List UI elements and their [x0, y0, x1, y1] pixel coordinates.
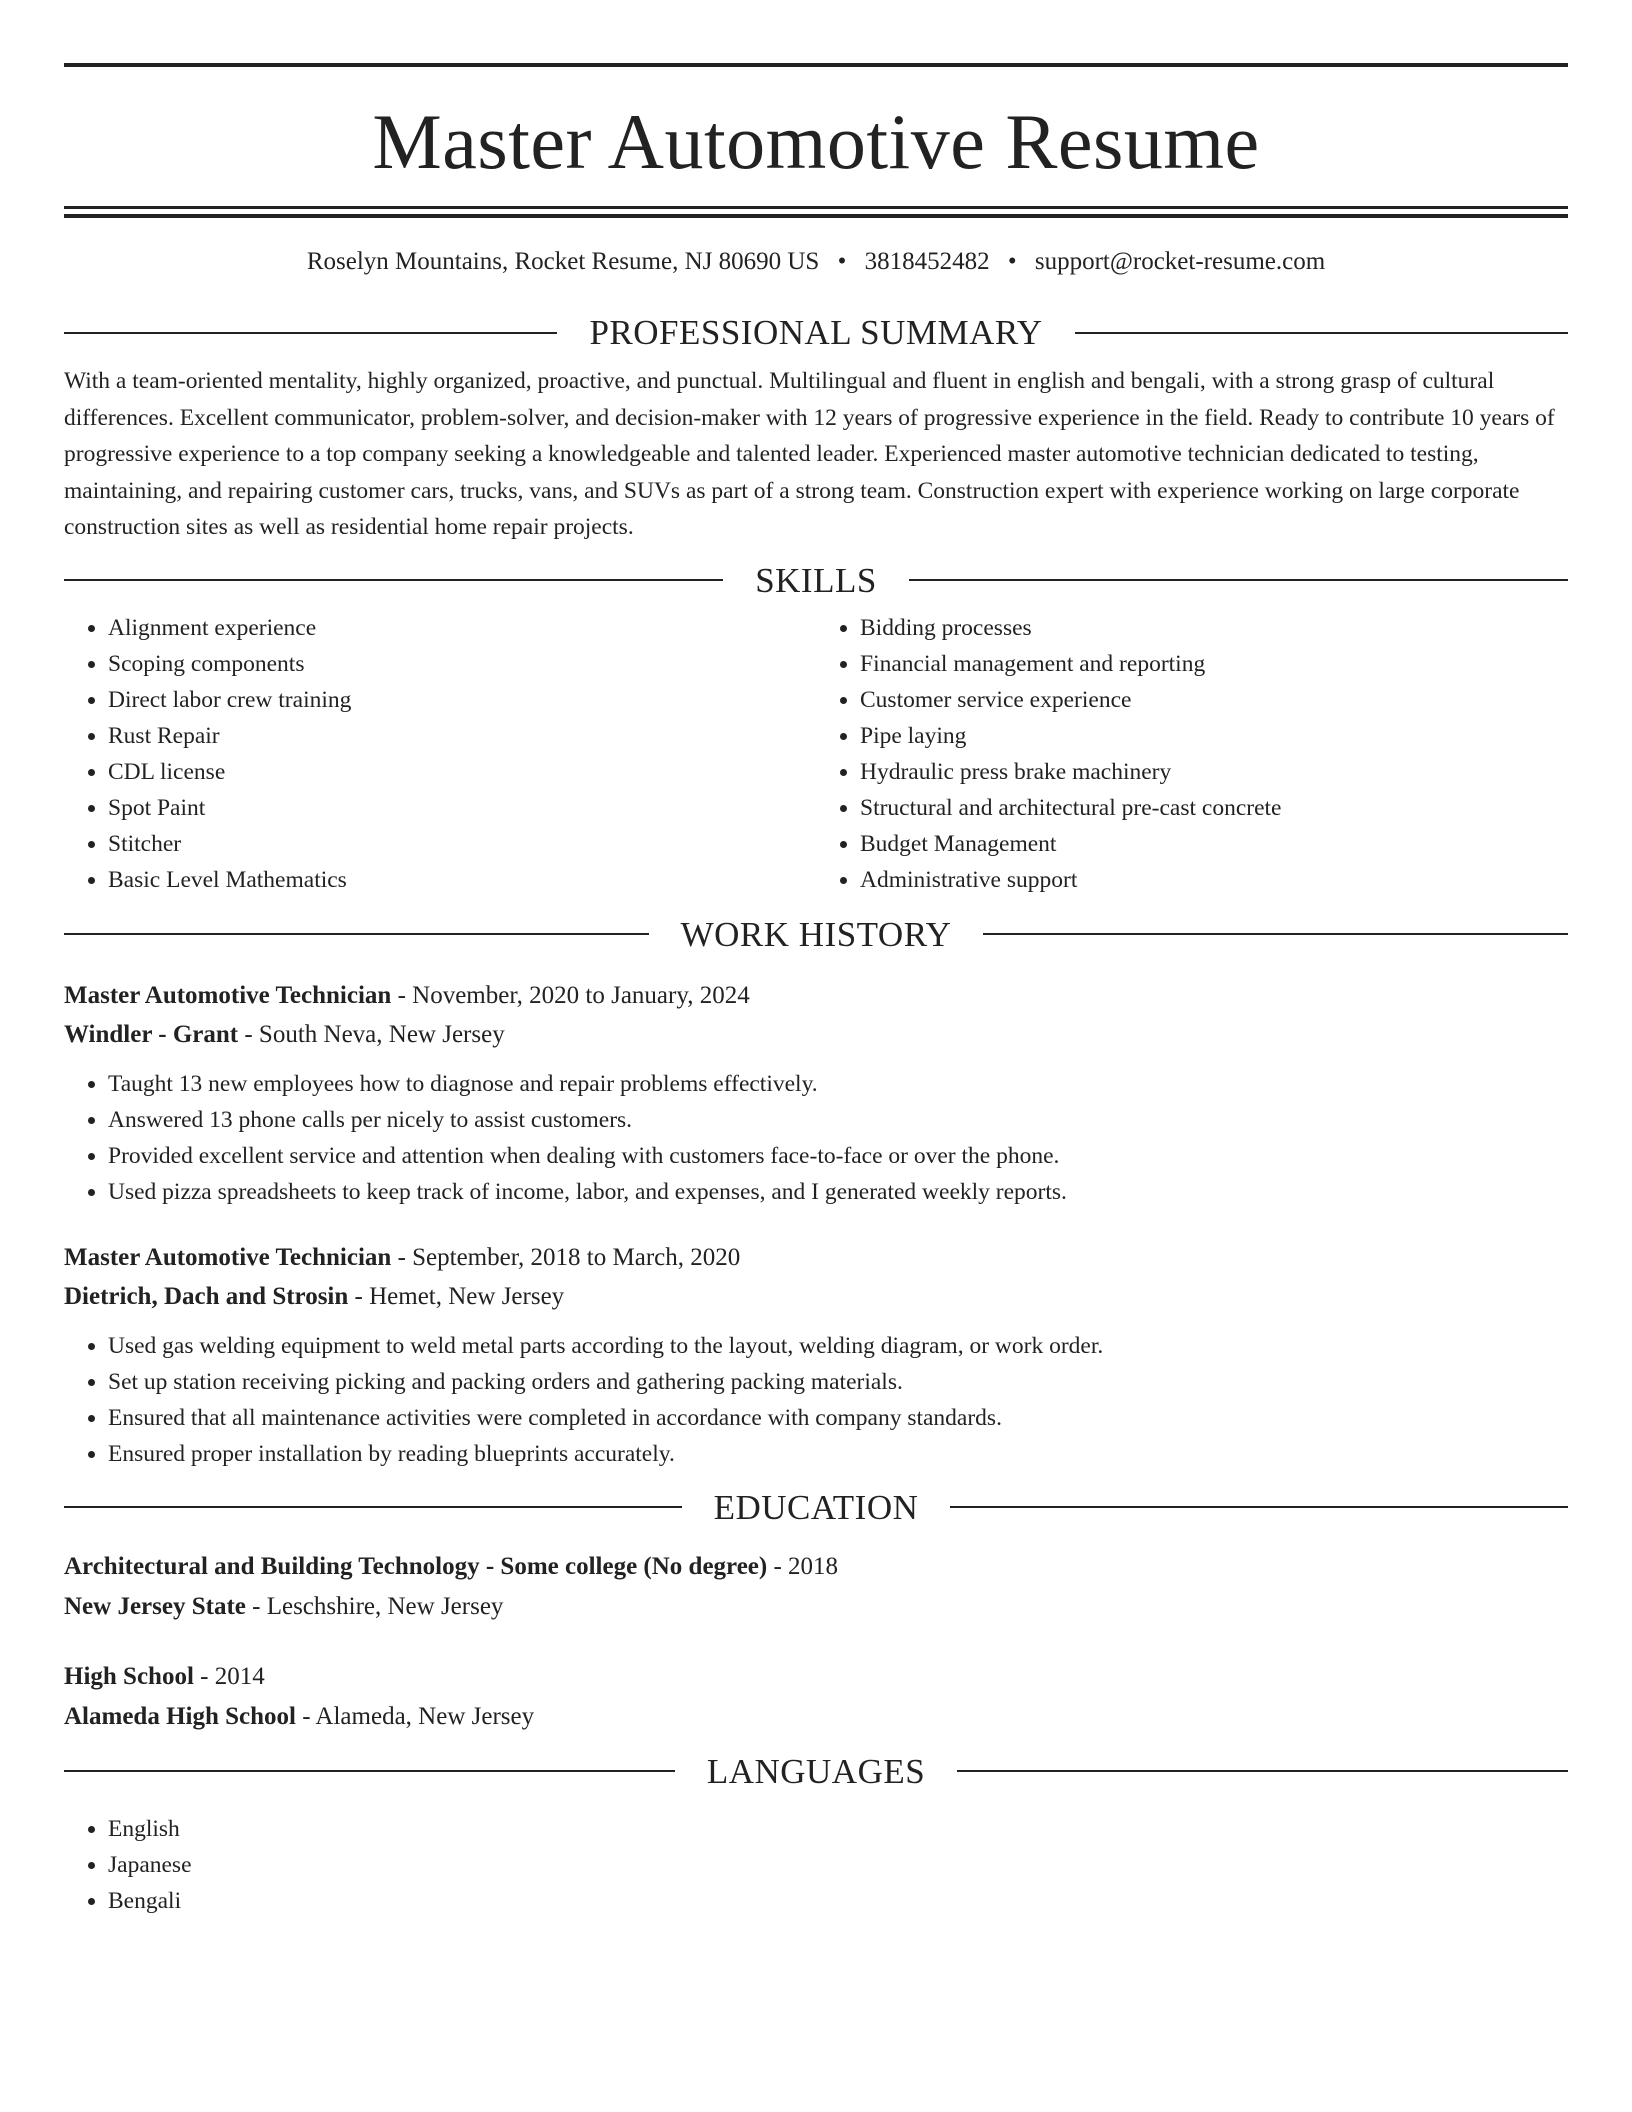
job-dates: - September, 2018 to March, 2020 — [391, 1243, 741, 1271]
skill-item: • Pipe laying — [860, 718, 1568, 754]
section-title-education: EDUCATION — [713, 1487, 919, 1527]
skill-item: • Budget Management — [860, 826, 1568, 862]
education-year: - 2014 — [193, 1662, 265, 1690]
section-rule — [64, 933, 649, 935]
education-degree: Architectural and Building Technology - Some college (No degree) — [64, 1552, 768, 1580]
education-degree: High School — [64, 1662, 194, 1690]
job-bullet: • Taught 13 new employees how to diagnose and repair problems effectively. — [108, 1066, 1568, 1102]
education-entry — [64, 1547, 1568, 1627]
skill-item: • Financial management and reporting — [860, 646, 1568, 682]
skill-item: • Basic Level Mathematics — [108, 862, 816, 898]
job-bullet: • Ensured proper installation by reading blueprints accurately. — [108, 1436, 1568, 1472]
skill-item: • Customer service experience — [860, 682, 1568, 718]
education-location: - Alameda, New Jersey — [295, 1702, 535, 1730]
job-company-line — [64, 1277, 1568, 1316]
skills-list — [64, 610, 1568, 898]
skill-item: • Rust Repair — [108, 718, 816, 754]
job-bullets — [64, 1066, 1568, 1210]
education-location: - Leschshire, New Jersey — [245, 1592, 504, 1620]
section-header-work — [64, 914, 1568, 954]
contact-separator: • — [1007, 248, 1017, 275]
job-bullets — [64, 1328, 1568, 1472]
job-company: Windler - Grant — [64, 1020, 239, 1048]
job-bullet: • Provided excellent service and attention when dealing with customers face-to-face or over the phone. — [108, 1138, 1568, 1174]
section-rule — [983, 933, 1568, 935]
education-school: Alameda High School — [64, 1702, 296, 1730]
job-dates: - November, 2020 to January, 2024 — [391, 981, 750, 1009]
job-entry — [64, 1238, 1568, 1472]
contact-phone: 3818452482 — [864, 248, 990, 275]
section-title-work: WORK HISTORY — [680, 914, 952, 954]
languages-list — [64, 1811, 1568, 1919]
skill-item: • Stitcher — [108, 826, 816, 862]
section-rule — [1075, 332, 1568, 334]
job-title: Master Automotive Technician — [64, 1243, 392, 1271]
job-location: - South Neva, New Jersey — [238, 1020, 505, 1048]
language-item: • Japanese — [108, 1847, 1568, 1883]
section-title-summary: PROFESSIONAL SUMMARY — [589, 313, 1043, 352]
skill-item: • Administrative support — [860, 862, 1568, 898]
education-school-line — [64, 1697, 1568, 1737]
section-header-summary — [64, 315, 1568, 350]
section-title-skills: SKILLS — [755, 560, 877, 600]
section-rule — [64, 1506, 682, 1508]
job-location: - Hemet, New Jersey — [348, 1282, 565, 1310]
job-company: Dietrich, Dach and Strosin — [64, 1282, 349, 1310]
section-header-skills — [64, 560, 1568, 600]
skill-item: • Structural and architectural pre-cast concrete — [860, 790, 1568, 826]
language-item: • English — [108, 1811, 1568, 1847]
section-rule — [64, 332, 557, 334]
contact-line — [64, 244, 1568, 280]
skills-column-left — [64, 610, 816, 898]
section-header-education — [64, 1487, 1568, 1527]
skill-item: • CDL license — [108, 754, 816, 790]
job-bullet: • Used pizza spreadsheets to keep track of income, labor, and expenses, and I generated weekly reports. — [108, 1174, 1568, 1210]
job-bullet: • Ensured that all maintenance activities were completed in accordance with company standards. — [108, 1400, 1568, 1436]
section-header-languages — [64, 1751, 1568, 1791]
skill-item: • Hydraulic press brake machinery — [860, 754, 1568, 790]
skills-column-right — [816, 610, 1568, 898]
job-title: Master Automotive Technician — [64, 981, 392, 1009]
summary-text: With a team-oriented mentality, highly organized, proactive, and punctual. Multilingual and fluent in english and bengali, with a strong grasp of cultural differences. Excellent communicator, problem-solver, and decision-maker with 12 years of progressive experience in the field. Ready to contribute 10 years of progressive experience to a top company seeking a knowledgeable and talented leader. Experienced master automotive technician dedicated to testing, maintaining, and repairing customer cars, trucks, vans, and SUVs as part of a strong team. Construction expert with experience working on large corporate construction sites as well as residential home repair projects. — [64, 368, 1555, 540]
job-entry — [64, 976, 1568, 1210]
job-bullet: • Answered 13 phone calls per nicely to assist customers. — [108, 1102, 1568, 1138]
job-title-line — [64, 1238, 1568, 1277]
job-bullet: • Set up station receiving picking and packing orders and gathering packing materials. — [108, 1364, 1568, 1400]
skill-item: • Alignment experience — [108, 610, 816, 646]
contact-email: support@rocket-resume.com — [1034, 248, 1326, 275]
job-company-line — [64, 1015, 1568, 1054]
education-degree-line — [64, 1657, 1568, 1697]
top-rule — [64, 63, 1568, 67]
job-bullet: • Used gas welding equipment to weld metal parts according to the layout, welding diagram, or work order. — [108, 1328, 1568, 1364]
contact-address: Roselyn Mountains, Rocket Resume, NJ 80690 US — [306, 248, 820, 275]
title-double-rule — [64, 206, 1568, 217]
education-year: - 2018 — [767, 1552, 839, 1580]
section-rule — [64, 1770, 675, 1772]
education-entry — [64, 1657, 1568, 1737]
education-school: New Jersey State — [64, 1592, 246, 1620]
section-rule — [957, 1770, 1568, 1772]
contact-separator: • — [837, 248, 847, 275]
section-title-languages: LANGUAGES — [706, 1751, 926, 1791]
skill-item: • Bidding processes — [860, 610, 1568, 646]
section-rule — [950, 1506, 1568, 1508]
section-rule — [909, 579, 1568, 581]
language-item: • Bengali — [108, 1883, 1568, 1919]
skill-item: • Direct labor crew training — [108, 682, 816, 718]
resume-title: Master Automotive Resume — [372, 98, 1260, 185]
skill-item: • Spot Paint — [108, 790, 816, 826]
skill-item: • Scoping components — [108, 646, 816, 682]
education-degree-line — [64, 1547, 1568, 1587]
section-rule — [64, 579, 723, 581]
education-school-line — [64, 1587, 1568, 1627]
job-title-line — [64, 976, 1568, 1015]
